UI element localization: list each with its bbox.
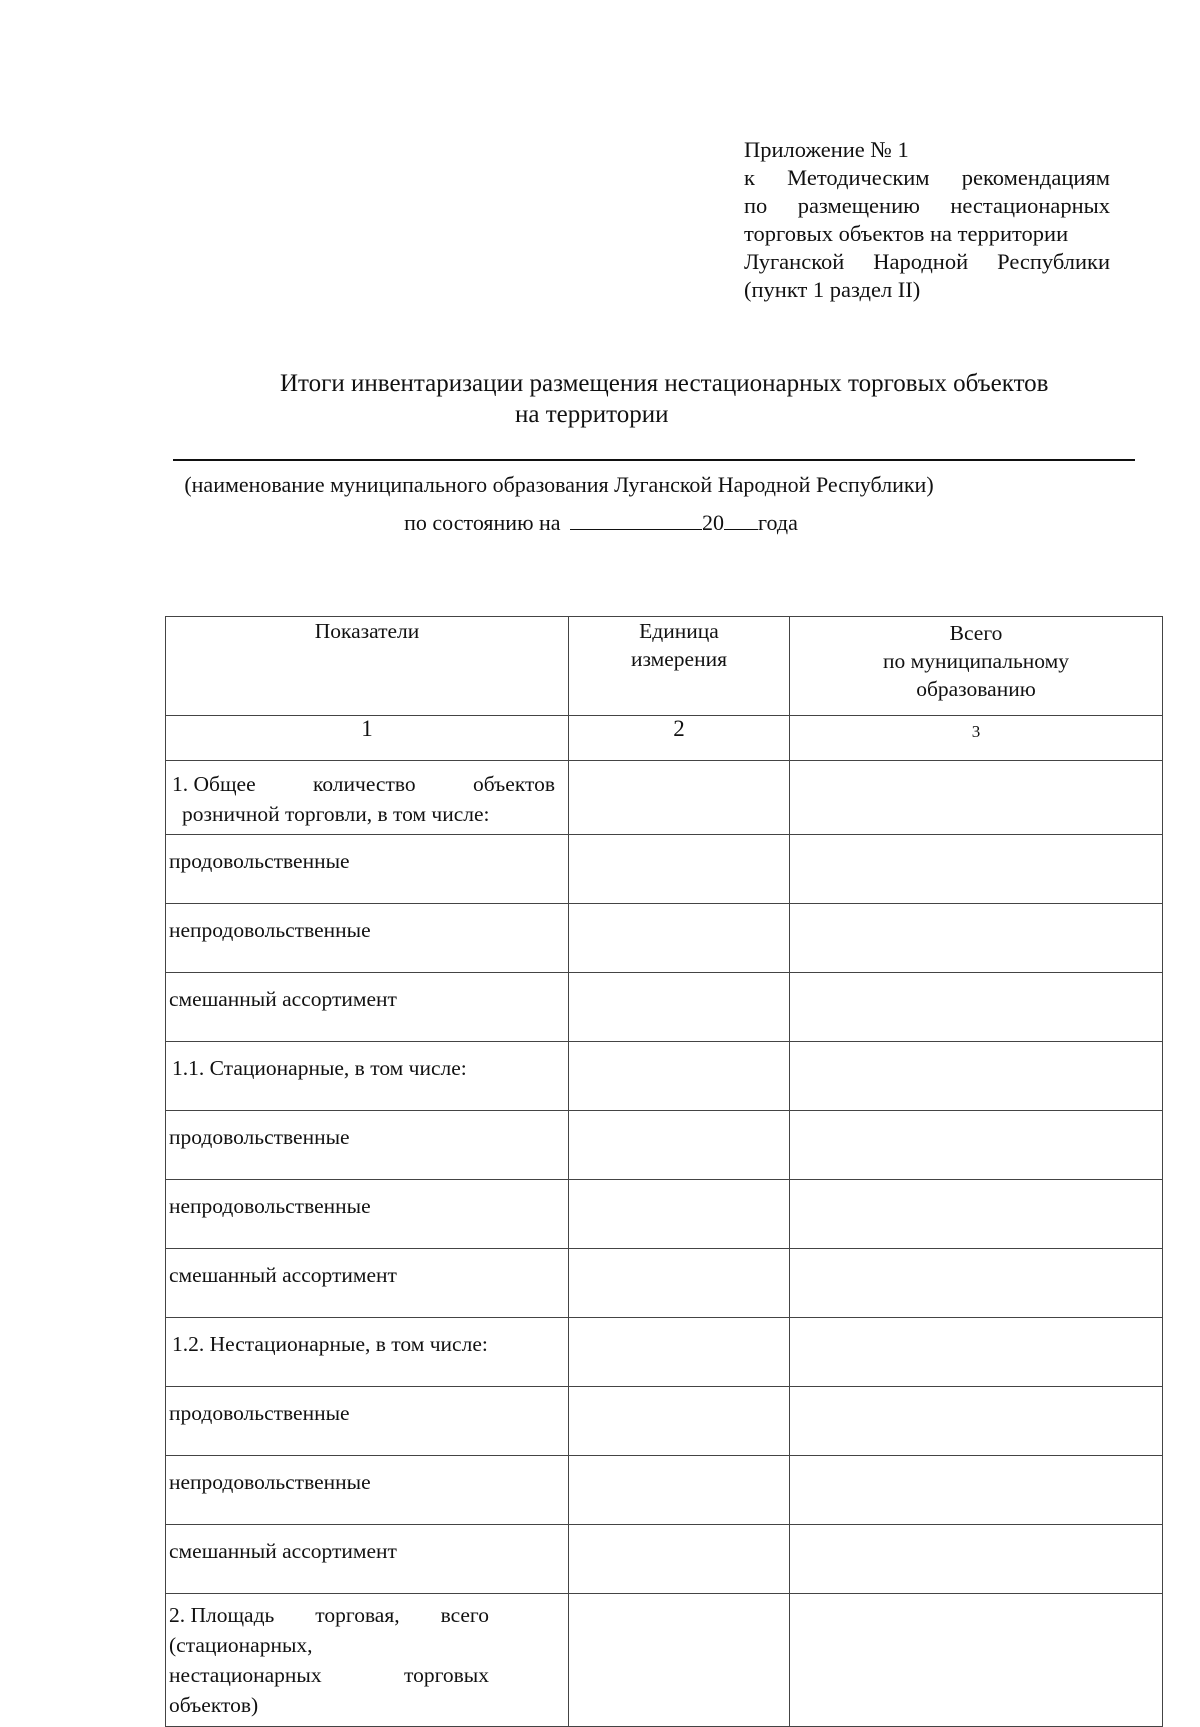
table-row [166, 1594, 1163, 1727]
appendix-note [744, 136, 1110, 304]
table-row [166, 1180, 1163, 1249]
total-cell[interactable] [790, 1456, 1163, 1525]
table-row [166, 1318, 1163, 1387]
row-label: непродовольственные [166, 1180, 569, 1249]
row-label: продовольственные [166, 835, 569, 904]
row-label: смешанный ассортимент [166, 1249, 569, 1318]
table-header-row [166, 617, 1163, 716]
total-cell[interactable] [790, 1180, 1163, 1249]
column-number-row [166, 716, 1163, 761]
unit-cell[interactable] [569, 904, 790, 973]
header-total: Всего по муниципальному образованию [790, 617, 1163, 716]
table-row [166, 761, 1163, 835]
unit-cell[interactable] [569, 973, 790, 1042]
as-of-prefix: по состоянию на [404, 510, 561, 535]
total-cell[interactable] [790, 973, 1163, 1042]
unit-cell[interactable] [569, 1594, 790, 1727]
appendix-line: к Методическим рекомендациям [744, 165, 1110, 190]
total-cell[interactable] [790, 1042, 1163, 1111]
as-of-suffix: года [758, 510, 798, 535]
table-row [166, 904, 1163, 973]
inventory-table [165, 616, 1163, 1727]
municipality-caption: (наименование муниципального образования Луганской Народной Республики) [184, 472, 934, 497]
table-row [166, 1456, 1163, 1525]
appendix-line: по размещению нестационарных [744, 193, 1110, 218]
column-number: 3 [790, 716, 1163, 761]
total-cell[interactable] [790, 1594, 1163, 1727]
row-label: 1. Общее количество объектов розничной торговли, в том числе: [166, 761, 569, 835]
table-row [166, 1525, 1163, 1594]
total-cell[interactable] [790, 904, 1163, 973]
table-row [166, 1249, 1163, 1318]
row-label: продовольственные [166, 1111, 569, 1180]
appendix-line: торговых объектов на территории [744, 221, 1069, 246]
unit-cell[interactable] [569, 1180, 790, 1249]
header-unit: Единица измерения [569, 617, 790, 716]
row-label: продовольственные [166, 1387, 569, 1456]
date-blank[interactable] [570, 509, 702, 530]
table-row [166, 1387, 1163, 1456]
table-row [166, 835, 1163, 904]
municipality-name-blank[interactable] [173, 459, 1135, 461]
row-label: 2. Площадь торговая, всего (стационарных, нестационарных торговых объектов) [166, 1594, 569, 1727]
column-number: 2 [569, 716, 790, 761]
table-row [166, 1042, 1163, 1111]
unit-cell[interactable] [569, 1525, 790, 1594]
unit-cell[interactable] [569, 1042, 790, 1111]
row-label: смешанный ассортимент [166, 1525, 569, 1594]
unit-cell[interactable] [569, 835, 790, 904]
unit-cell[interactable] [569, 1111, 790, 1180]
table-row [166, 1111, 1163, 1180]
row-label: смешанный ассортимент [166, 973, 569, 1042]
row-label: 1.2. Нестационарные, в том числе: [166, 1318, 569, 1387]
appendix-line: Луганской Народной Республики [744, 249, 1110, 274]
row-label: непродовольственные [166, 1456, 569, 1525]
total-cell[interactable] [790, 835, 1163, 904]
unit-cell[interactable] [569, 1318, 790, 1387]
total-cell[interactable] [790, 761, 1163, 835]
appendix-reference: (пункт 1 раздел II) [744, 277, 921, 302]
year-prefix: 20 [702, 510, 725, 535]
total-cell[interactable] [790, 1249, 1163, 1318]
unit-cell[interactable] [569, 1249, 790, 1318]
appendix-number: Приложение № 1 [744, 137, 909, 162]
total-cell[interactable] [790, 1525, 1163, 1594]
table-row [166, 973, 1163, 1042]
year-blank[interactable] [724, 509, 758, 530]
unit-cell[interactable] [569, 761, 790, 835]
total-cell[interactable] [790, 1387, 1163, 1456]
unit-cell[interactable] [569, 1456, 790, 1525]
total-cell[interactable] [790, 1111, 1163, 1180]
unit-cell[interactable] [569, 1387, 790, 1456]
total-cell[interactable] [790, 1318, 1163, 1387]
row-label: 1.1. Стационарные, в том числе: [166, 1042, 569, 1111]
title-line-2: на территории [515, 401, 669, 428]
title-line-1: Итоги инвентаризации размещения нестационарных торговых объектов [280, 370, 1049, 397]
row-label: непродовольственные [166, 904, 569, 973]
column-number: 1 [166, 716, 569, 761]
as-of-date-line [0, 509, 1200, 537]
header-indicators: Показатели [166, 617, 569, 716]
